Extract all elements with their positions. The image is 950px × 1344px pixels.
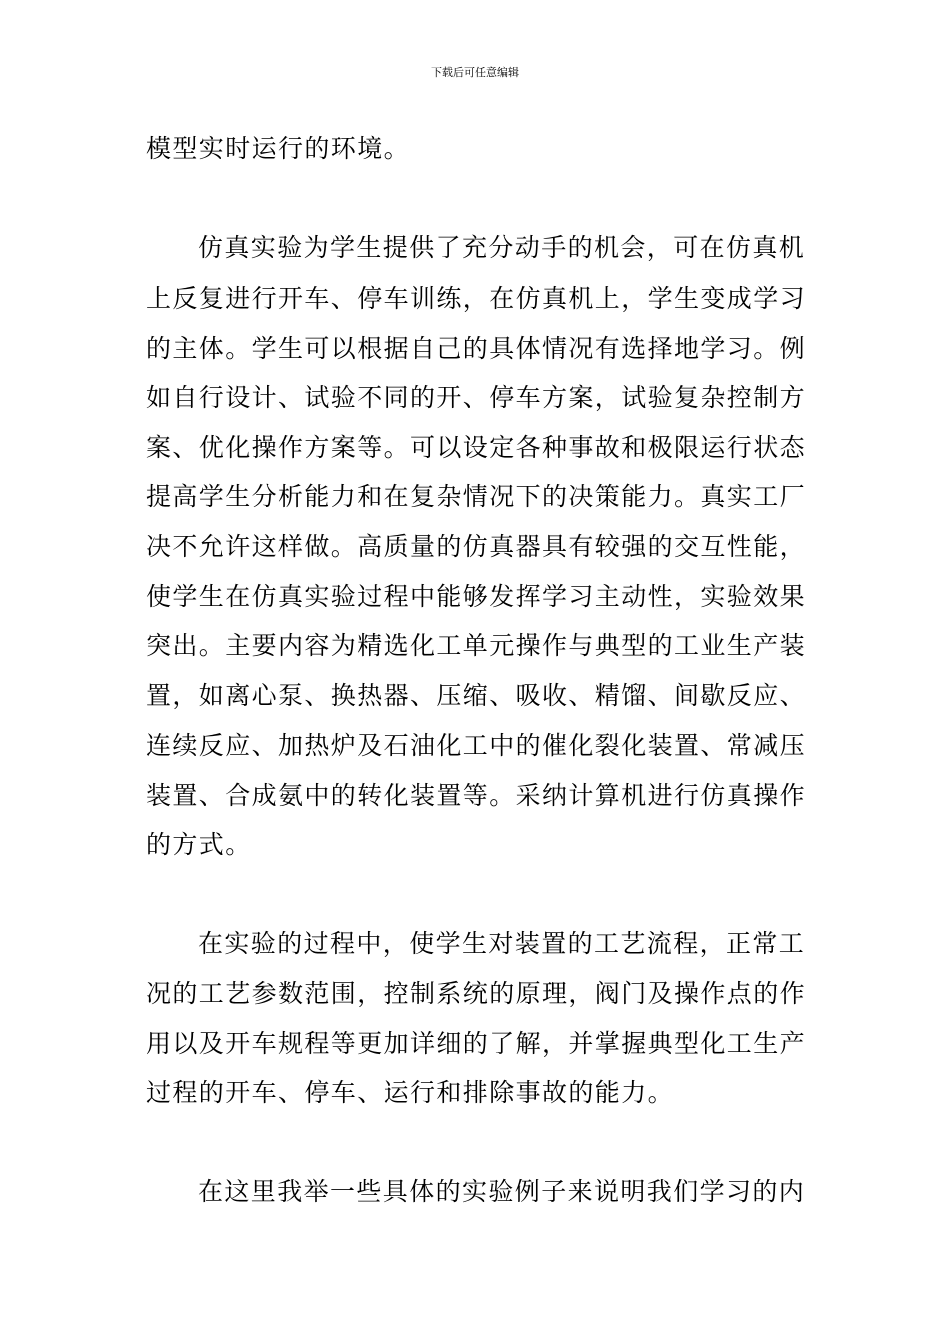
paragraph-line: 模型实时运行的环境。: [146, 134, 411, 163]
paragraph-line: 上反复进行开车、停车训练，在仿真机上，学生变成学习: [146, 284, 807, 313]
paragraph-line: 连续反应、加热炉及石油化工中的催化裂化装置、常减压: [146, 731, 807, 760]
paragraph-line: 置，如离心泵、换热器、压缩、吸收、精馏、间歇反应、: [146, 681, 807, 710]
paragraph-line: 在实验的过程中，使学生对装置的工艺流程，正常工: [198, 929, 806, 958]
paragraph-line: 的方式。: [146, 830, 252, 859]
paragraph-line: 决不允许这样做。高质量的仿真器具有较强的交互性能，: [146, 532, 807, 561]
paragraph-line: 的主体。学生可以根据自己的具体情况有选择地学习。例: [146, 334, 807, 363]
paragraph-line: 提高学生分析能力和在复杂情况下的决策能力。真实工厂: [146, 482, 807, 511]
paragraph-line: 仿真实验为学生提供了充分动手的机会，可在仿真机: [198, 233, 806, 262]
paragraph-line: 如自行设计、试验不同的开、停车方案，试验复杂控制方: [146, 383, 807, 412]
paragraph-line: 案、优化操作方案等。可以设定各种事故和极限运行状态: [146, 433, 807, 462]
paragraph-line: 使学生在仿真实验过程中能够发挥学习主动性，实验效果: [146, 582, 807, 611]
paragraph-line: 装置、合成氨中的转化装置等。采纳计算机进行仿真操作: [146, 781, 807, 810]
page-header: 下载后可任意编辑: [431, 66, 519, 79]
paragraph-line: 在这里我举一些具体的实验例子来说明我们学习的内: [198, 1177, 806, 1206]
paragraph-line: 突出。主要内容为精选化工单元操作与典型的工业生产装: [146, 631, 807, 660]
paragraph-line: 过程的开车、停车、运行和排除事故的能力。: [146, 1078, 675, 1107]
paragraph-line: 用以及开车规程等更加详细的了解，并掌握典型化工生产: [146, 1029, 807, 1058]
paragraph-line: 况的工艺参数范围，控制系统的原理，阀门及操作点的作: [146, 979, 807, 1008]
